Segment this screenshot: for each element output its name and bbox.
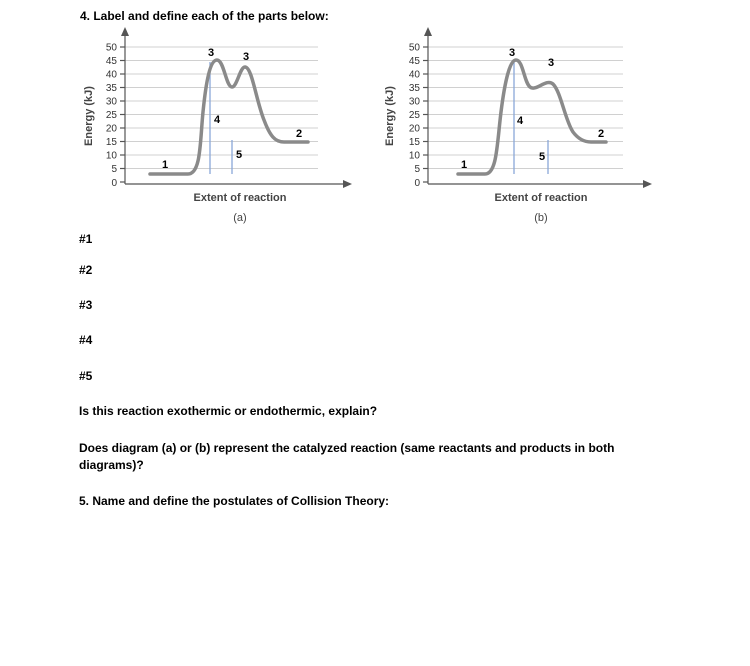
marker-2: 2 (296, 128, 303, 140)
question-exothermic: Is this reaction exothermic or endothermic, explain? (79, 404, 378, 418)
marker-1: 1 (461, 159, 468, 171)
y-tick-label: 35 (408, 83, 420, 94)
label-item-3: #3 (79, 298, 93, 312)
question-collision-theory: 5. Name and define the postulates of Collision Theory: (79, 494, 390, 508)
y-tick-label: 35 (105, 83, 117, 94)
worksheet-heading: 4. Label and define each of the parts below: (80, 9, 329, 23)
label-item-1: #1 (79, 232, 93, 246)
y-axis-arrow (121, 27, 129, 36)
y-tick-label: 25 (408, 110, 420, 121)
y-tick-label: 10 (105, 150, 117, 162)
diagram-caption: (b) (534, 212, 548, 224)
y-tick-label: 45 (105, 56, 117, 67)
x-axis-label: Extent of reaction (193, 192, 287, 204)
marker-2: 2 (598, 128, 605, 140)
y-tick-label: 0 (111, 178, 117, 189)
marker-3-second-peak: 3 (548, 57, 555, 69)
y-axis-label: Energy (kJ) (83, 86, 95, 146)
gridlines (428, 47, 623, 169)
marker-4: 4 (517, 115, 524, 127)
marker-5: 5 (539, 151, 546, 163)
y-tick-label: 40 (408, 69, 420, 81)
y-tick-label: 50 (408, 42, 420, 54)
y-tick-label: 20 (105, 123, 117, 135)
energy-diagram-a (70, 22, 360, 230)
marker-3-peak: 3 (208, 47, 215, 59)
y-tick-labels (106, 43, 118, 190)
y-tick-label: 15 (408, 137, 420, 148)
question-catalyzed: Does diagram (a) or (b) represent the catalyzed reaction (same reactants and products in both diagrams)? (79, 441, 615, 472)
label-item-5: #5 (79, 369, 93, 383)
axes (423, 36, 645, 184)
y-tick-label: 20 (408, 123, 420, 135)
y-axis-label: Energy (kJ) (384, 86, 396, 146)
y-tick-label: 25 (105, 110, 117, 121)
y-tick-label: 15 (105, 137, 117, 148)
y-tick-label: 30 (408, 96, 420, 108)
energy-curve (458, 60, 606, 174)
energy-curve (150, 60, 308, 174)
y-tick-label: 5 (111, 164, 117, 175)
diagram-caption: (a) (233, 212, 247, 224)
marker-3-peak: 3 (509, 47, 516, 59)
marker-4: 4 (214, 114, 221, 126)
y-tick-label: 40 (105, 69, 117, 81)
marker-3-second-peak: 3 (243, 51, 250, 63)
y-tick-label: 10 (408, 150, 420, 162)
y-tick-label: 5 (414, 164, 420, 175)
energy-diagram-b (373, 22, 663, 230)
x-axis-arrow (643, 180, 652, 188)
label-item-2: #2 (79, 263, 93, 277)
marker-1: 1 (162, 159, 169, 171)
y-tick-label: 50 (105, 42, 117, 54)
x-axis-arrow (343, 180, 352, 188)
y-axis-arrow (424, 27, 432, 36)
x-axis-label: Extent of reaction (494, 192, 588, 204)
y-tick-label: 30 (105, 96, 117, 108)
y-tick-labels (409, 43, 421, 190)
label-item-4: #4 (79, 333, 93, 347)
y-tick-label: 45 (408, 56, 420, 67)
curve-markers (461, 47, 604, 171)
y-tick-label: 0 (414, 178, 420, 189)
marker-5: 5 (236, 149, 243, 161)
